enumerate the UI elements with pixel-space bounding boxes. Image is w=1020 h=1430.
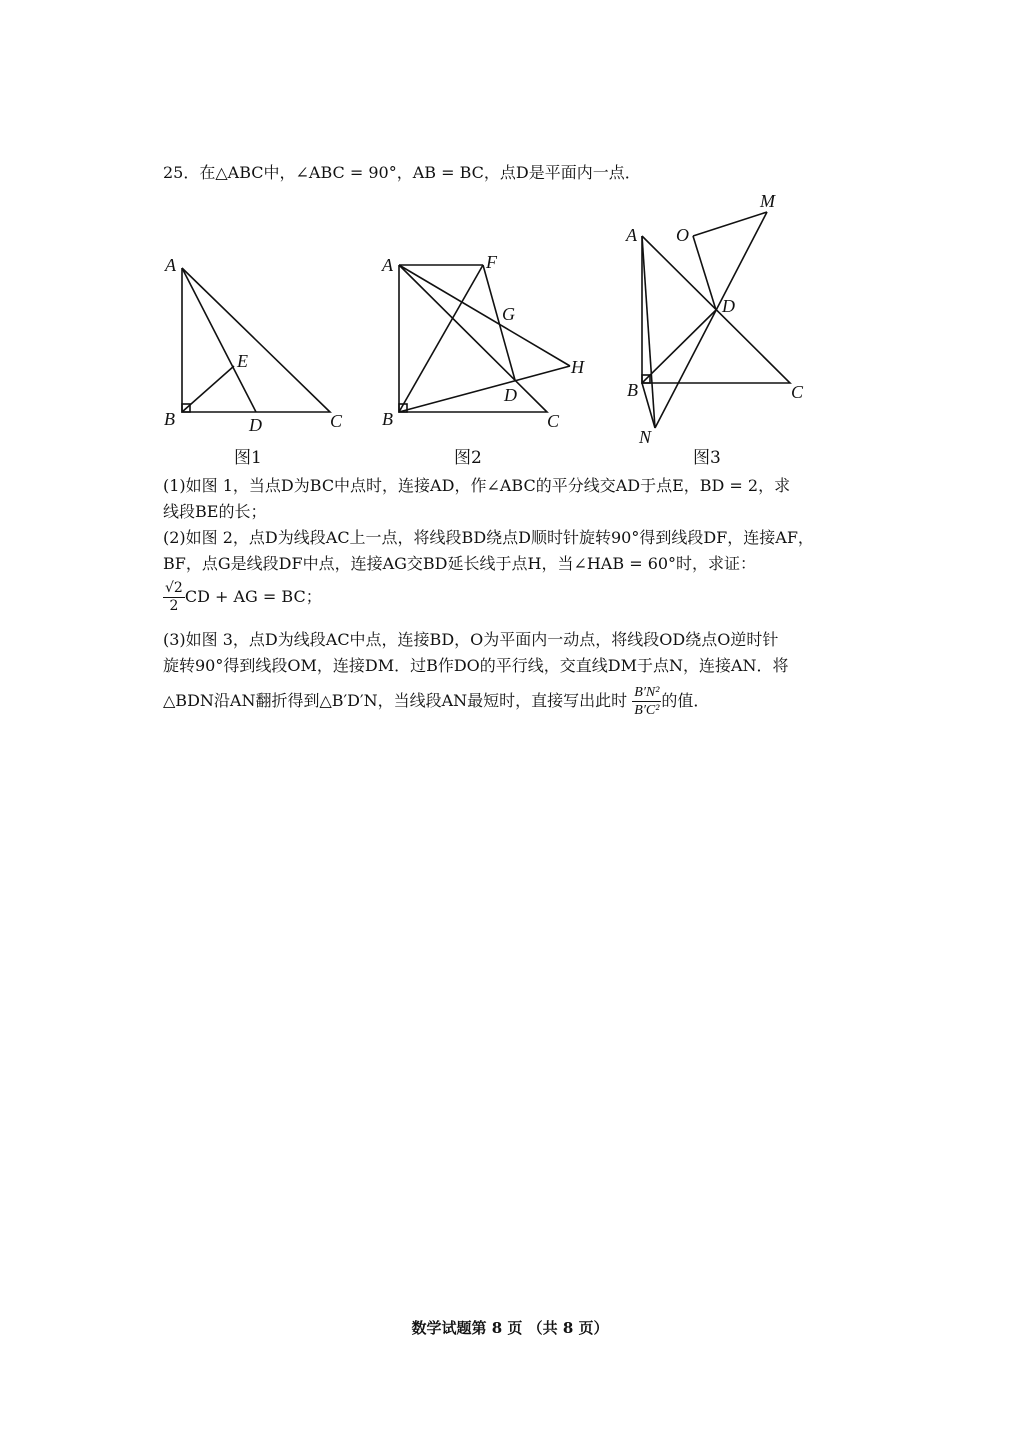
fig1-label-A: A — [165, 255, 176, 275]
fig2-label-A: A — [382, 255, 393, 275]
part2-formula — [163, 580, 322, 624]
part3-line2: 旋转90°得到线段OM，连接DM．过B作DO的平行线，交直线DM于点N，连接AN．将 — [163, 656, 789, 675]
fig3-label-C: C — [791, 382, 804, 402]
sqrt2-over-2-fraction — [163, 580, 185, 615]
page-footer: 数学试题第 8 页 （共 8 页） — [411, 1319, 609, 1337]
fig2-segment-BF — [399, 265, 483, 412]
part3-line1: (3)如图 3，点D为线段AC中点，连接BD，O为平面内一动点，将线段OD绕点O逆时针 — [163, 630, 779, 649]
fraction-numerator: √2 — [165, 580, 183, 596]
fig2-label-C: C — [547, 411, 560, 431]
fig1-label-D: D — [249, 415, 262, 435]
ratio-numerator: B′N² — [634, 685, 660, 700]
part3-line3 — [163, 684, 709, 728]
fig3-label-B: B — [627, 380, 638, 400]
fig1-triangle — [182, 268, 330, 412]
fig3-label-D: D — [722, 296, 735, 316]
fig3-segment-AN — [642, 236, 655, 428]
figure-2 — [399, 265, 570, 412]
fig3-segment-BD — [642, 310, 716, 383]
fig2-label-D: D — [504, 385, 517, 405]
fraction-denominator: 2 — [169, 598, 179, 614]
part1-line1: (1)如图 1，当点D为BC中点时，连接AD，作∠ABC的平分线交AD于点E，BD = 2，求 — [163, 476, 791, 495]
figures-canvas — [0, 0, 1020, 480]
fig3-label-A: A — [626, 225, 637, 245]
problem-intro: 25．在△ABC中，∠ABC = 90°，AB = BC，点D是平面内一点． — [163, 163, 641, 182]
part2-line2: BF，点G是线段DF中点，连接AG交BD延长线于点H，当∠HAB = 60°时，求证： — [163, 554, 757, 573]
ratio-fraction — [632, 684, 661, 719]
fig2-label-H: H — [571, 357, 584, 377]
fig1-segment-AD — [182, 268, 256, 412]
fig1-label-E: E — [237, 351, 248, 371]
fig1-caption: 图1 — [234, 448, 262, 468]
fig3-label-M: M — [760, 191, 775, 211]
part3-line3-a: △BDN沿AN翻折得到△B′D′N，当线段AN最短时，直接写出此时 — [163, 691, 628, 710]
figure-1 — [182, 268, 330, 412]
fig2-label-G: G — [502, 304, 515, 324]
formula-rest: CD + AG = BC； — [184, 587, 322, 606]
figure-3 — [642, 212, 790, 428]
ratio-denominator: B′C² — [634, 703, 660, 718]
fig1-label-B: B — [164, 409, 175, 429]
part2-line1: (2)如图 2，点D为线段AC上一点，将线段BD绕点D顺时针旋转90°得到线段DF，连接AF， — [163, 528, 814, 547]
fig3-label-O: O — [676, 225, 689, 245]
part1-line2: 线段BE的长； — [163, 502, 267, 521]
fig2-label-F: F — [486, 252, 497, 272]
fig2-caption: 图2 — [454, 448, 482, 468]
fig3-segment-MN — [655, 212, 767, 428]
fig3-label-N: N — [639, 427, 652, 447]
fig3-caption: 图3 — [693, 448, 721, 468]
fig2-label-B: B — [382, 409, 393, 429]
fig2-segment-BH — [399, 366, 570, 412]
fig1-label-C: C — [330, 411, 343, 431]
part3-line3-b: 的值． — [661, 691, 710, 710]
